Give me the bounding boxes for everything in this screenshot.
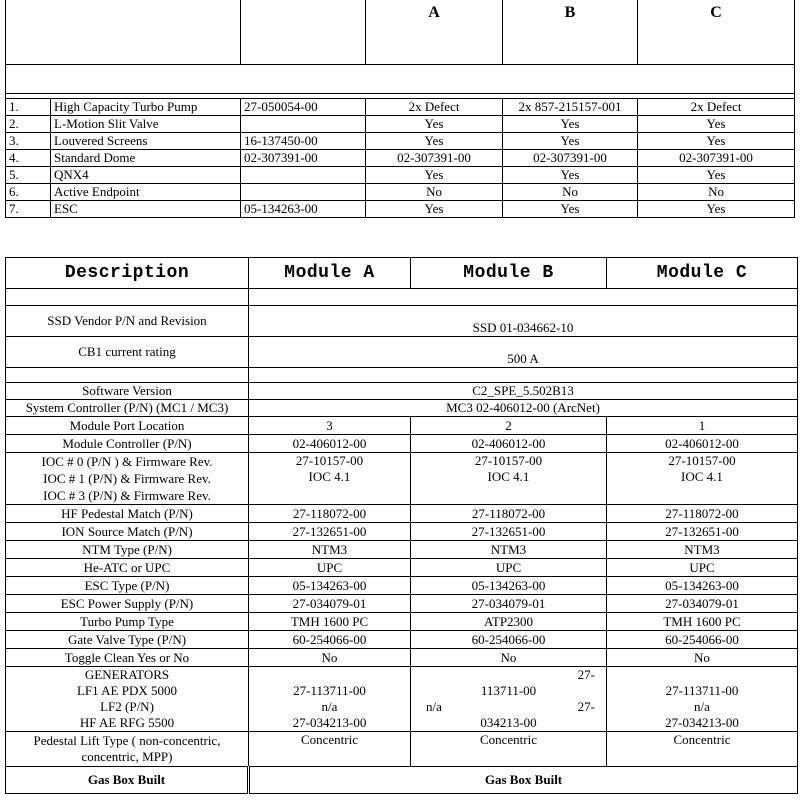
cb1-value: 500 A bbox=[249, 337, 798, 368]
parts-table-header bbox=[6, 0, 795, 65]
config-row bbox=[6, 523, 798, 541]
ssd-value: SSD 01-034662-10 bbox=[249, 306, 798, 337]
generators-label: GENERATORS LF1 AE PDX 5000 LF2 (P/N) HF AE RFG 5500 bbox=[6, 667, 249, 732]
parts-row bbox=[6, 201, 795, 218]
parts-cell-desc: Standard Dome bbox=[51, 150, 241, 167]
config-row bbox=[6, 417, 798, 435]
config-cell-b: 05-134263-00 bbox=[411, 577, 607, 595]
config-cell-b: 27-118072-00 bbox=[411, 505, 607, 523]
config-row bbox=[6, 541, 798, 559]
parts-row bbox=[6, 167, 795, 184]
config-cell-c: 1 bbox=[607, 417, 798, 435]
pedestal-lift-row bbox=[6, 732, 798, 767]
parts-cell-c: 02-307391-00 bbox=[638, 150, 795, 167]
config-cell-c: 27-118072-00 bbox=[607, 505, 798, 523]
config-cell-label: Module Port Location bbox=[6, 417, 249, 435]
config-cell-b: ATP2300 bbox=[411, 613, 607, 631]
ssd-label: SSD Vendor P/N and Revision bbox=[6, 306, 249, 337]
ioc-label bbox=[6, 453, 249, 505]
config-cell-b: 2 bbox=[411, 417, 607, 435]
parts-cell-b: Yes bbox=[503, 116, 638, 133]
parts-cell-a: Yes bbox=[366, 116, 503, 133]
parts-row bbox=[6, 133, 795, 150]
config-cell-b: 27-034079-01 bbox=[411, 595, 607, 613]
gas-box-right: Gas Box Built bbox=[249, 767, 798, 794]
parts-cell-a: Yes bbox=[366, 167, 503, 184]
cb1-row bbox=[6, 337, 798, 368]
parts-cell-b: 2x 857-215157-001 bbox=[503, 99, 638, 116]
header-module-a: Module A bbox=[249, 258, 411, 289]
pedestal-lift-c: Concentric bbox=[607, 732, 798, 767]
config-cell-a: 27-034079-01 bbox=[249, 595, 411, 613]
parts-cell-num: 3. bbox=[6, 133, 51, 150]
parts-cell-part: 16-137450-00 bbox=[241, 133, 366, 150]
parts-cell-c: Yes bbox=[638, 116, 795, 133]
config-cell-label: Module Controller (P/N) bbox=[6, 435, 249, 453]
parts-cell-b: Yes bbox=[503, 201, 638, 218]
parts-cell-part bbox=[241, 184, 366, 201]
header-description bbox=[6, 0, 241, 65]
config-cell-c: 27-034079-01 bbox=[607, 595, 798, 613]
config-cell-c: 27-132651-00 bbox=[607, 523, 798, 541]
config-cell-c: TMH 1600 PC bbox=[607, 613, 798, 631]
generators-c: 27-113711-00 n/a 27-034213-00 bbox=[607, 667, 798, 732]
parts-cell-b: No bbox=[503, 184, 638, 201]
config-cell-c: UPC bbox=[607, 559, 798, 577]
ioc-b: 27-10157-00 IOC 4.1 bbox=[411, 453, 607, 505]
software-value: C2_SPE_5.502B13 bbox=[249, 383, 798, 400]
parts-cell-part bbox=[241, 167, 366, 184]
header-line: B bbox=[564, 4, 576, 21]
software-row bbox=[6, 383, 798, 400]
module-config-table bbox=[5, 257, 798, 794]
parts-cell-a: Yes bbox=[366, 133, 503, 150]
config-cell-a: 27-132651-00 bbox=[249, 523, 411, 541]
gas-box-left: Gas Box Built bbox=[6, 767, 249, 794]
config-cell-b: 02-406012-00 bbox=[411, 435, 607, 453]
config-row bbox=[6, 505, 798, 523]
config-cell-label: ESC Power Supply (P/N) bbox=[6, 595, 249, 613]
pedestal-lift-b: Concentric bbox=[411, 732, 607, 767]
parts-cell-part bbox=[241, 116, 366, 133]
config-cell-a: TMH 1600 PC bbox=[249, 613, 411, 631]
parts-cell-num: 1. bbox=[6, 99, 51, 116]
parts-cell-a: 02-307391-00 bbox=[366, 150, 503, 167]
ioc-row bbox=[6, 453, 798, 505]
parts-cell-desc: Louvered Screens bbox=[51, 133, 241, 150]
header-module-b: Module B bbox=[411, 258, 607, 289]
header-module-c bbox=[638, 0, 795, 65]
parts-cell-desc: Active Endpoint bbox=[51, 184, 241, 201]
config-cell-label: HF Pedestal Match (P/N) bbox=[6, 505, 249, 523]
parts-cell-c: Yes bbox=[638, 133, 795, 150]
spacer-row bbox=[6, 368, 798, 383]
config-cell-c: 02-406012-00 bbox=[607, 435, 798, 453]
config-cell-label: Turbo Pump Type bbox=[6, 613, 249, 631]
config-cell-c: No bbox=[607, 649, 798, 667]
software-label: Software Version bbox=[6, 383, 249, 400]
generators-row bbox=[6, 667, 798, 732]
system-controller-row bbox=[6, 400, 798, 417]
ioc-label-line: IOC # 3 (P/N) & Firmware Rev. bbox=[43, 488, 211, 503]
config-row bbox=[6, 649, 798, 667]
parts-cell-num: 4. bbox=[6, 150, 51, 167]
parts-cell-c: 2x Defect bbox=[638, 99, 795, 116]
config-row bbox=[6, 577, 798, 595]
config-cell-b: NTM3 bbox=[411, 541, 607, 559]
system-controller-value: MC3 02-406012-00 (ArcNet) bbox=[249, 400, 798, 417]
parts-cell-c: No bbox=[638, 184, 795, 201]
gas-box-row bbox=[6, 767, 798, 794]
parts-table bbox=[5, 0, 795, 218]
config-row bbox=[6, 435, 798, 453]
system-controller-label: System Controller (P/N) (MC1 / MC3) bbox=[6, 400, 249, 417]
config-cell-a: UPC bbox=[249, 559, 411, 577]
parts-cell-desc: ESC bbox=[51, 201, 241, 218]
config-cell-a: 3 bbox=[249, 417, 411, 435]
config-cell-label: ION Source Match (P/N) bbox=[6, 523, 249, 541]
parts-cell-num: 7. bbox=[6, 201, 51, 218]
config-cell-a: No bbox=[249, 649, 411, 667]
config-cell-c: NTM3 bbox=[607, 541, 798, 559]
ioc-label-line: IOC # 1 (P/N) & Firmware Rev. bbox=[43, 471, 211, 486]
parts-cell-b: 02-307391-00 bbox=[503, 150, 638, 167]
parts-cell-desc: L-Motion Slit Valve bbox=[51, 116, 241, 133]
parts-cell-part: 02-307391-00 bbox=[241, 150, 366, 167]
config-cell-c: 05-134263-00 bbox=[607, 577, 798, 595]
header-module-a bbox=[366, 0, 503, 65]
config-cell-b: 60-254066-00 bbox=[411, 631, 607, 649]
parts-cell-num: 6. bbox=[6, 184, 51, 201]
spacer-row bbox=[6, 289, 798, 306]
config-table-header bbox=[6, 258, 798, 289]
parts-cell-a: No bbox=[366, 184, 503, 201]
parts-cell-desc: High Capacity Turbo Pump bbox=[51, 99, 241, 116]
config-cell-a: 05-134263-00 bbox=[249, 577, 411, 595]
cb1-label: CB1 current rating bbox=[6, 337, 249, 368]
config-row bbox=[6, 595, 798, 613]
parts-cell-c: Yes bbox=[638, 167, 795, 184]
parts-cell-c: Yes bbox=[638, 201, 795, 218]
header-line: A bbox=[428, 4, 440, 21]
header-line bbox=[9, 0, 237, 1]
config-cell-a: 60-254066-00 bbox=[249, 631, 411, 649]
header-module-c: Module C bbox=[607, 258, 798, 289]
header-line bbox=[244, 0, 362, 1]
parts-cell-num: 2. bbox=[6, 116, 51, 133]
config-cell-label: Toggle Clean Yes or No bbox=[6, 649, 249, 667]
ioc-label-line: IOC # 0 (P/N ) & Firmware Rev. bbox=[41, 454, 213, 469]
config-cell-a: 27-118072-00 bbox=[249, 505, 411, 523]
parts-cell-b: Yes bbox=[503, 167, 638, 184]
parts-row bbox=[6, 99, 795, 116]
config-cell-label: He-ATC or UPC bbox=[6, 559, 249, 577]
generators-b: 27- 113711-00 n/a 27- 034213-00 bbox=[411, 667, 607, 732]
ioc-c: 27-10157-00 IOC 4.1 bbox=[607, 453, 798, 505]
spacer-row bbox=[6, 65, 795, 94]
parts-cell-num: 5. bbox=[6, 167, 51, 184]
parts-cell-a: Yes bbox=[366, 201, 503, 218]
config-cell-a: 02-406012-00 bbox=[249, 435, 411, 453]
config-row bbox=[6, 631, 798, 649]
config-row bbox=[6, 613, 798, 631]
header-line: C bbox=[710, 4, 722, 21]
config-cell-b: UPC bbox=[411, 559, 607, 577]
parts-cell-a: 2x Defect bbox=[366, 99, 503, 116]
parts-row bbox=[6, 150, 795, 167]
config-cell-c: 60-254066-00 bbox=[607, 631, 798, 649]
parts-cell-part: 27-050054-00 bbox=[241, 99, 366, 116]
config-cell-label: Gate Valve Type (P/N) bbox=[6, 631, 249, 649]
config-cell-label: NTM Type (P/N) bbox=[6, 541, 249, 559]
parts-row bbox=[6, 184, 795, 201]
parts-row bbox=[6, 116, 795, 133]
config-cell-label: ESC Type (P/N) bbox=[6, 577, 249, 595]
pedestal-lift-label: Pedestal Lift Type ( non-concentric, concentric, MPP) bbox=[6, 732, 249, 767]
header-module-b bbox=[503, 0, 638, 65]
ioc-a: 27-10157-00 IOC 4.1 bbox=[249, 453, 411, 505]
config-row bbox=[6, 559, 798, 577]
parts-cell-b: Yes bbox=[503, 133, 638, 150]
ssd-row bbox=[6, 306, 798, 337]
header-description: Description bbox=[6, 258, 249, 289]
pedestal-lift-a: Concentric bbox=[249, 732, 411, 767]
header-part bbox=[241, 0, 366, 65]
config-cell-a: NTM3 bbox=[249, 541, 411, 559]
generators-a: 27-113711-00 n/a 27-034213-00 bbox=[249, 667, 411, 732]
parts-cell-part: 05-134263-00 bbox=[241, 201, 366, 218]
config-cell-b: 27-132651-00 bbox=[411, 523, 607, 541]
config-cell-b: No bbox=[411, 649, 607, 667]
parts-cell-desc: QNX4 bbox=[51, 167, 241, 184]
